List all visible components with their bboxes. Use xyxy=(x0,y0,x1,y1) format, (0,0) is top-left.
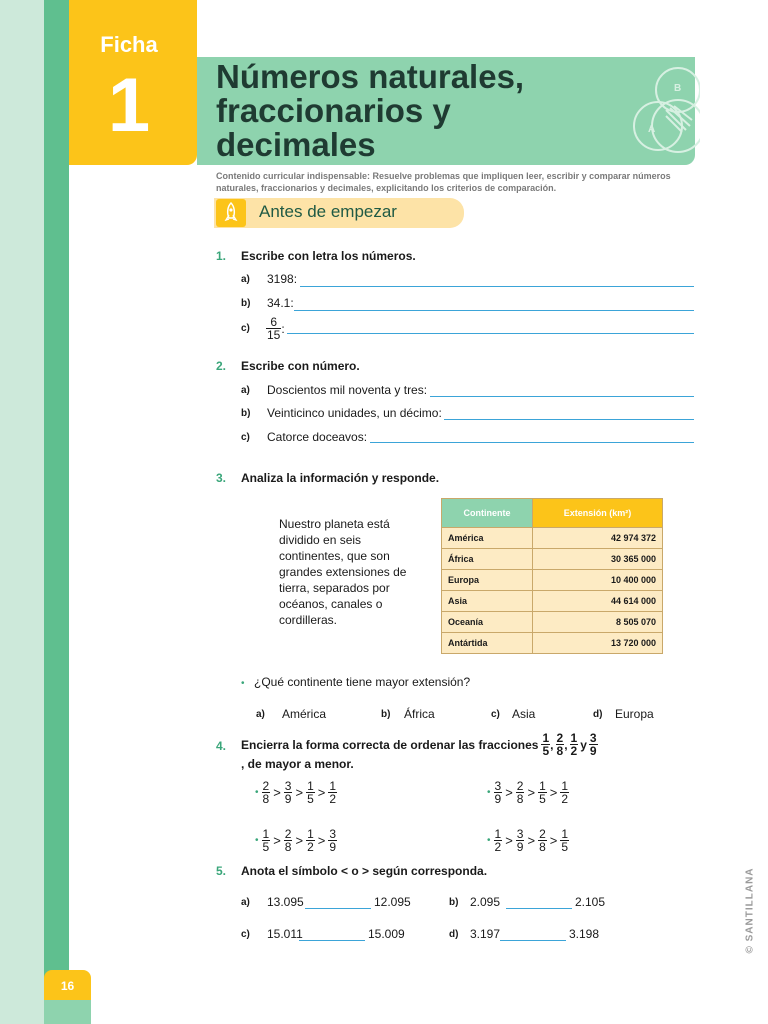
ficha-number: 1 xyxy=(107,63,151,148)
q2-b-answer-line[interactable] xyxy=(444,419,694,420)
q5-opt-b: b) xyxy=(449,897,459,908)
rocket-icon xyxy=(216,199,246,227)
frac-den: 5 xyxy=(539,792,546,806)
table-cell-extension: 30 365 000 xyxy=(533,549,663,570)
table-row xyxy=(442,633,663,654)
frac-num: 1 xyxy=(539,779,546,793)
table-cell-extension: 10 400 000 xyxy=(533,570,663,591)
table-cell-continent: África xyxy=(442,549,533,570)
table-cell-extension: 42 974 372 xyxy=(533,528,663,549)
title-line-1: Números naturales, xyxy=(216,58,525,95)
frac-num: 3 xyxy=(329,827,337,841)
gt-symbol: > xyxy=(273,785,281,800)
q5-c-left: 15.011 xyxy=(267,927,303,941)
q1-c-num: 6 xyxy=(266,316,281,329)
q2-opt-a: a) xyxy=(241,385,250,396)
frac-num: 2 xyxy=(262,779,270,793)
q1-opt-b: b) xyxy=(241,298,251,309)
q5-text: Anota el símbolo < o > según corresponda. xyxy=(241,864,488,878)
table-cell-extension: 13 720 000 xyxy=(533,633,663,654)
frac-den: 9 xyxy=(494,792,502,806)
q4-conj: y xyxy=(580,737,587,752)
q1-b-answer-line[interactable] xyxy=(294,310,694,311)
q3-opt-d-value[interactable]: Europa xyxy=(615,707,654,721)
q3-opt-c[interactable]: c) xyxy=(491,709,500,720)
q3-number: 3. xyxy=(216,471,227,485)
bullet-icon: • xyxy=(487,835,491,846)
frac-num: 1 xyxy=(561,779,569,793)
page-tab-base xyxy=(44,1000,91,1024)
gt-symbol: > xyxy=(549,785,558,800)
q5-c-right: 15.009 xyxy=(368,927,405,941)
q5-b-left: 2.095 xyxy=(470,895,501,909)
frac-num: 1 xyxy=(494,827,502,841)
table-row xyxy=(442,570,663,591)
frac-num: 1 xyxy=(561,827,569,841)
frac-num: 1 xyxy=(262,827,270,841)
q4-frac-num: 1 xyxy=(542,731,550,745)
q4-frac-den: 8 xyxy=(556,744,564,758)
frac-num: 3 xyxy=(284,779,292,793)
q5-d-left: 3.197 xyxy=(470,927,501,941)
ficha-label: Ficha xyxy=(100,32,158,57)
gt-symbol: > xyxy=(295,833,304,848)
table-row xyxy=(442,591,663,612)
gt-symbol: > xyxy=(273,833,281,848)
q2-b-value: Veinticinco unidades, un décimo: xyxy=(267,406,442,420)
q2-a-answer-line[interactable] xyxy=(430,396,694,397)
gt-symbol: > xyxy=(317,785,326,800)
q3-text: Analiza la información y responde. xyxy=(241,471,440,485)
svg-text:A: A xyxy=(648,124,656,135)
frac-den: 5 xyxy=(262,840,270,854)
bullet-icon: • xyxy=(255,787,259,798)
table-cell-continent: América xyxy=(442,528,533,549)
frac-den: 2 xyxy=(494,840,502,854)
q1-number: 1. xyxy=(216,249,227,263)
q2-opt-b: b) xyxy=(241,408,251,419)
q4-option[interactable] xyxy=(255,780,337,805)
gt-symbol: > xyxy=(505,785,513,800)
q5-number: 5. xyxy=(216,864,227,878)
q1-b-value: 34.1: xyxy=(267,296,294,310)
frac-den: 2 xyxy=(307,840,314,854)
q1-text: Escribe con letra los números. xyxy=(241,249,416,263)
q4-text: Encierra la forma correcta de ordenar las fracciones $\frac{1}{5}$ , $\frac{2}{8}$ , $\frac{1}{2}$ y $\frac{3}{9}$ , de mayor a menor. xyxy=(241,731,597,771)
q2-a-value: Doscientos mil noventa y tres: xyxy=(267,383,428,397)
gt-symbol: > xyxy=(505,833,513,848)
q4-frac-num: 1 xyxy=(570,731,578,745)
gt-symbol: > xyxy=(527,785,536,800)
table-cell-continent: Europa xyxy=(442,570,533,591)
q2-c-answer-line[interactable] xyxy=(370,442,694,443)
q5-a-right: 12.095 xyxy=(374,895,411,909)
q1-c-fraction: $\frac{6}{15}$ : xyxy=(267,315,285,342)
table-row xyxy=(442,549,663,570)
q5-b-right: 2.105 xyxy=(575,895,606,909)
frac-num: 3 xyxy=(494,779,502,793)
q1-a-answer-line[interactable] xyxy=(300,286,694,287)
frac-den: 8 xyxy=(262,792,270,806)
q4-frac-num: 2 xyxy=(556,731,564,745)
frac-den: 8 xyxy=(539,840,546,854)
q1-a-value: 3198: xyxy=(267,272,298,286)
q1-c-den: 15 xyxy=(267,328,281,342)
table-cell-continent: Oceanía xyxy=(442,612,533,633)
frac-num: 3 xyxy=(516,827,524,841)
q5-opt-d: d) xyxy=(449,929,459,940)
q3-opt-b[interactable]: b) xyxy=(381,709,391,720)
q4-text-before: Encierra la forma correcta de ordenar las fracciones xyxy=(241,737,539,752)
continent-table xyxy=(441,498,663,654)
table-cell-continent: Antártida xyxy=(442,633,533,654)
q3-question: ¿Qué continente tiene mayor extensión? xyxy=(254,675,471,689)
venn-diagram-icon xyxy=(630,60,700,160)
gt-symbol: > xyxy=(527,833,536,848)
publisher-mark: © SANTILLANA xyxy=(744,867,756,954)
frac-den: 5 xyxy=(561,840,569,854)
table-cell-continent: Asia xyxy=(442,591,533,612)
frac-den: 5 xyxy=(307,792,314,806)
q4-text-after: , de mayor a menor. xyxy=(241,757,354,771)
q2-number: 2. xyxy=(216,359,227,373)
q2-text: Escribe con número. xyxy=(241,359,360,373)
bullet-icon: • xyxy=(255,835,259,846)
q2-opt-c: c) xyxy=(241,432,250,443)
q5-opt-a: a) xyxy=(241,897,250,908)
frac-num: 1 xyxy=(307,827,314,841)
q4-option[interactable] xyxy=(487,780,569,805)
frac-den: 2 xyxy=(329,792,337,806)
q3-opt-a-value[interactable]: América xyxy=(282,707,327,721)
left-margin-strip xyxy=(0,0,44,1024)
q3-opt-d[interactable]: d) xyxy=(593,709,603,720)
gt-symbol: > xyxy=(549,833,558,848)
q4-option[interactable] xyxy=(487,828,569,853)
title-line-2: fraccionarios y xyxy=(216,92,451,129)
table-row xyxy=(442,612,663,633)
q4-frac-den: 2 xyxy=(570,744,578,758)
bullet-icon: • xyxy=(241,678,245,689)
table-row xyxy=(442,528,663,549)
gt-symbol: > xyxy=(295,785,304,800)
frac-num: 1 xyxy=(329,779,337,793)
table-cell-extension: 44 614 000 xyxy=(533,591,663,612)
q3-opt-c-value[interactable]: Asia xyxy=(512,707,536,721)
curriculum-note: Contenido curricular indispensable: Resuelve problemas que impliquen leer, escribir y comparar números naturales, fraccionarios y decimales, explicitando los criterios de comparación. xyxy=(216,171,671,193)
page-number: 16 xyxy=(60,979,75,993)
q5-a-answer-line[interactable] xyxy=(305,908,371,909)
gt-symbol: > xyxy=(317,833,326,848)
q1-c-answer-line[interactable] xyxy=(287,333,694,334)
q5-d-answer-line[interactable] xyxy=(500,940,566,941)
title-line-3: decimales xyxy=(216,126,376,163)
q5-a-left: 13.095 xyxy=(267,895,304,909)
q4-frac-den: 9 xyxy=(589,744,597,758)
q3-opt-a[interactable]: a) xyxy=(256,709,265,720)
frac-den: 8 xyxy=(516,792,524,806)
frac-den: 8 xyxy=(284,840,292,854)
q4-number: 4. xyxy=(216,739,227,753)
frac-num: 2 xyxy=(284,827,292,841)
table-header-continent: Continente xyxy=(442,499,533,528)
antes-title: Antes de empezar xyxy=(259,202,397,221)
q3-opt-b-value[interactable]: África xyxy=(404,707,435,721)
frac-den: 9 xyxy=(516,840,524,854)
q5-opt-c: c) xyxy=(241,929,250,940)
q3-paragraph: Nuestro planeta está dividido en seis continentes, que son grandes extensiones de tierra, separados por océanos, canales o cordilleras. xyxy=(279,517,407,627)
q5-d-right: 3.198 xyxy=(569,927,600,941)
table-header-extension: Extensión (km²) xyxy=(533,499,663,528)
frac-den: 9 xyxy=(329,840,337,854)
svg-text:B: B xyxy=(674,83,682,94)
table-cell-extension: 8 505 070 xyxy=(533,612,663,633)
bullet-icon: • xyxy=(487,787,491,798)
q2-c-value: Catorce doceavos: xyxy=(267,430,368,444)
left-green-strip xyxy=(44,0,69,1024)
q4-frac-num: 3 xyxy=(589,731,597,745)
q5-c-answer-line[interactable] xyxy=(299,940,365,941)
page-title xyxy=(216,60,616,162)
q4-frac-den: 5 xyxy=(542,744,550,758)
frac-den: 9 xyxy=(284,792,292,806)
q4-option[interactable] xyxy=(255,828,337,853)
frac-num: 2 xyxy=(516,779,524,793)
q1-opt-c: c) xyxy=(241,323,250,334)
q5-b-answer-line[interactable] xyxy=(506,908,572,909)
q1-opt-a: a) xyxy=(241,274,250,285)
frac-den: 2 xyxy=(561,792,569,806)
frac-num: 2 xyxy=(539,827,546,841)
frac-num: 1 xyxy=(307,779,314,793)
